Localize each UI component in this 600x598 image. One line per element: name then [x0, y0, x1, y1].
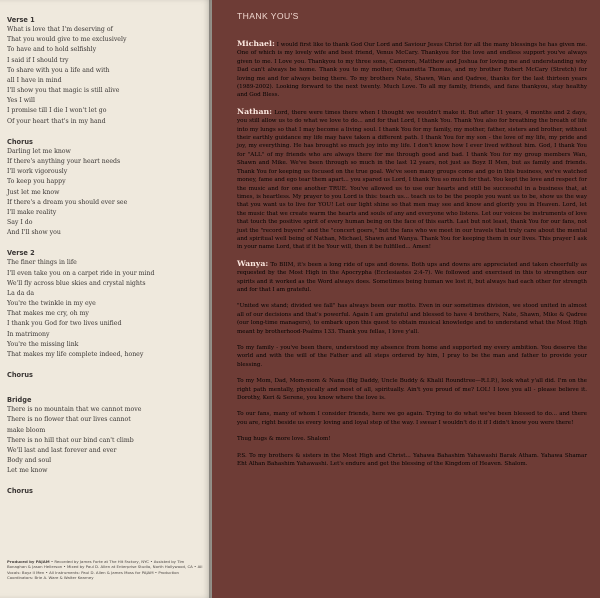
thank-you-text: Thug hugs & more love. Shalom! — [237, 436, 331, 443]
lyric-line: That makes me cry, oh my — [7, 310, 89, 318]
lyrics-section-heading: Bridge — [7, 396, 32, 405]
thank-you-paragraph — [237, 344, 587, 369]
lyric-line: There is no mountain that we cannot move — [7, 406, 142, 414]
lyric-line: I thank you God for two lives unified — [7, 320, 122, 328]
lyric-line: If there's anything your heart needs — [7, 158, 121, 166]
thank-you-text: To our fans, many of whom I consider friends, here we go again. Trying to do what we've been blessed to do... and there you are, right beside us every loving and loyal step of the way. I swear I wouldn't do it if I didn't know you were there! — [237, 411, 587, 426]
lyric-line: Yes I will — [7, 97, 35, 105]
lyrics-section-heading: Chorus — [7, 487, 33, 496]
thank-you-paragraph — [237, 452, 587, 469]
lyric-line: I'll make reality — [7, 208, 57, 216]
lyrics-section-heading: Verse 1 — [7, 16, 35, 24]
thank-you-author: Michael: — [237, 39, 275, 48]
thank-you-author: Nathan: — [237, 106, 273, 116]
lyric-line: I'll show you that magic is still alive — [7, 87, 120, 95]
lyric-line: That you would give to me exclusively — [7, 36, 127, 44]
lyric-line: Darling let me know — [7, 147, 71, 155]
thank-you-text: I would first like to thank God Our Lord and Saviour Jesus Christ for all the many blessings he has given me. One of which is my lovely wife and best friend, Venus McCary. Thankyou for the love and endless support you've always given to me. I Love you. Thankyou to my three sons, Cameron, Matthew and Joshua for loving me and understanding why Dad can't always be home. Thank you to my mother, Omametta Thomas, and my brother Robert McCary (Stretch) for loving me and for always being there. To my brothers Nate, Shawn, Wan and Qadree, thanks for the last thirteen years (1989-2002). Looking forward to the next twenty. Much Love. To all my family, friends, and fans thankyou, stay healthy and God Bless. — [237, 42, 587, 99]
credits-lead: Produced by PAJAM — [7, 559, 50, 564]
lyric-line: Just let me know — [7, 188, 60, 196]
thank-you-paragraph — [237, 260, 587, 295]
lyric-line: I'll even take you on a carpet ride in your mind — [7, 269, 155, 277]
lyric-line: We'll fly across blue skies and crystal nights — [7, 279, 146, 287]
thank-you-text: Lord, there were times there when I thought we wouldn't make it. But after 11 years, 4 months and 2 days, you still allow us to do what we love to do... and for that Lord, I thank You. Thank You also for breathing the breath of life into my lungs so that I may become a living soul. I thank You for my family, my mother, father, sisters and brother, without their earthly guidance my life may have taken a different path. I thank You for my son - the love of my life, my pride and joy, my everything. He has brought so much joy into my life. I don't know how I ever lived without him. God, I thank You for "ALL" of my friends who are always there for me through good and bad. I thank You for my group members Wan, Shawn and Mike. We've been through so much in the last 12 years, not just as Boyz II Men, but as family and friends. Thank You for keeping us focused on the true goal. We've seen many groups come and go in this business, we've watched money, fame and ego tear them apart... you spared us Lord, I thank You so much for that. You kept the love and respect for the music and for one another TRUE. You've allowed us to use our hearts and still be successful in a business that, at times, is heartless. My prayer to you Lord is this: teach us... teach us to be the people you want us to be, show us the way that you want us to live for YOU! Let our light shine so that men may see and know and glorify you in Heaven. Lord, let the music that we create warm the hearts and souls of any and everyone who listens. Let our voices be instruments of love that touch the positive spirit of every human being on the face of this earth. Last but not least, thank You for our fans, not just the "record buyers" and the "concert goers," but the fans who we meet in our travels that truly care about the mental and spiritual well being of Nathan, Michael, Shawn and Wanya. Thank You for keeping them in our lives. This prayer I ask in your name Lord, that if it be Your will, then it be fulfilled... Amen! — [237, 109, 587, 251]
credits-text: • Recorded by James Forte at The Hit Factory, NYC • Assisted by Tim Bonaghan & Jason Hellerson • Mixed by Paul D. Allen at Enterprise Studio, North Hollywood, CA • All Vocals: Boyz II Men • All Instruments: Paul D. Allen & James Moss for PAJAM • Production Coordinators: Brie A. Ware & Walter Kearney — [7, 559, 203, 581]
lyric-line: In matrimony — [7, 330, 50, 338]
lyric-line: You're the twinkle in my eye — [7, 300, 96, 308]
lyric-line: Of your heart that's in my hand — [7, 117, 106, 125]
thank-you-paragraph — [237, 108, 587, 252]
lyric-line: We'll last and last forever and ever — [7, 446, 117, 454]
lyric-line: To share with you a life and with — [7, 66, 110, 74]
thank-you-paragraph — [237, 435, 587, 443]
lyric-line: You're the missing link — [7, 340, 79, 348]
lyrics-section-heading: Chorus — [7, 371, 33, 379]
lyric-line: Say I do — [7, 218, 33, 226]
thank-you-paragraph — [237, 410, 587, 427]
lyric-line: Let me know — [7, 467, 48, 475]
lyrics-section-heading: Verse 2 — [7, 249, 35, 258]
lyric-line: If there's a dream you should ever see — [7, 198, 128, 206]
lyrics-column — [7, 15, 207, 512]
thank-you-text: P.S. To my brothers & sisters in the Most High and Christ... Yahawa Bahashim Yahawashi Barak Atham. Yahawa Shamar Eht Alhan Bahashim Yahawashi. Let's endure and get the blessing of the Kingdom of Heaven. Shalom. — [237, 452, 587, 468]
lyrics-page — [0, 0, 212, 598]
lyrics-section-heading: Chorus — [7, 137, 33, 146]
lyric-line: There is no flower that our lives cannot — [7, 416, 131, 424]
lyric-line: all I have in mind — [7, 76, 62, 84]
lyric-line: I said if I should try — [7, 56, 69, 64]
thank-you-paragraph — [237, 302, 587, 336]
thank-you-text: To my family - you've been there, understood my absence from home and supported my every ambition. You deserve the world and with the will of the Father and all steps ordered by him, I pray to be the man and father to provide your blessing. — [237, 345, 587, 368]
production-credits — [7, 559, 205, 581]
thank-you-text: To BIIM, it's been a long ride of ups and downs. Both ups and downs are appreciated and taken cheerfully as requested by the Most High in the Apocrypha (Ecclesiastes 2:4-7). We followed and exercised in this to strengthen our spirits and it worked as the Word always does. Sometimes being human we lost it, but always had each other for strength and for that I am grateful. — [237, 261, 587, 293]
lyric-line: To keep you happy — [7, 178, 66, 186]
lyric-line: I promise till I die I won't let go — [7, 107, 107, 115]
lyric-line: I'll work vigorously — [7, 168, 68, 176]
thank-you-text: "United we stand; divided we fall" has always been our motto. Even in our sometimes division, we stood united in almost all of our decisions and that's powerful. Again I am grateful and blessed to have 4 brothers, Nate, Shawn, Mike & Qadree (our long-time managers), to embark upon this quest to obtain musical knowledge and to understand what the Most High meant by brotherhood-Psalms 133. Thank you fellas, I love y'all. — [237, 303, 587, 335]
lyric-line: The finer things in life — [7, 259, 77, 267]
lyric-line: Body and soul — [7, 457, 52, 465]
thank-you-paragraph — [237, 40, 587, 100]
lyric-line: And I'll show you — [7, 229, 61, 237]
lyric-line: La da da — [7, 289, 35, 297]
lyric-line: What is love that I'm deserving of — [7, 26, 113, 34]
thank-you-paragraph — [237, 377, 587, 402]
lyric-line: make bloom — [7, 426, 46, 434]
thank-you-author: Wanya: — [237, 258, 269, 268]
thank-yous-body — [237, 40, 587, 476]
lyric-line: That makes my life complete indeed, honey — [7, 350, 144, 358]
lyric-line: To have and to hold selfishly — [7, 46, 97, 54]
thank-you-text: To my Mom, Dad, Mom-mom & Nana (Big Daddy, Uncle Buddy & Khalil Roundtree—R.I.P.), look what y'all did. I'm on the right path mentally, physically and most of all, spiritually. Ain't you proud of me? LOL! I love you all - please believe it. Dorothy, Keri & Serene, you know where the love is. — [237, 378, 587, 402]
thank-yous-title: THANK YOU'S — [237, 11, 299, 21]
lyric-line: There is no hill that our bind can't climb — [7, 436, 134, 444]
